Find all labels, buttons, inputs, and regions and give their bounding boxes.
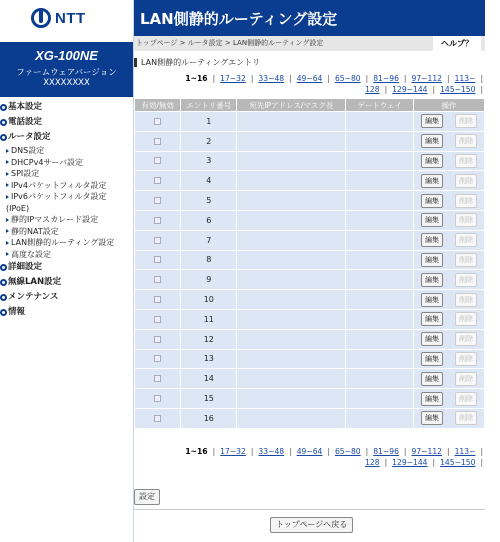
destination-cell bbox=[237, 369, 346, 389]
submenu-arrow-icon bbox=[6, 160, 9, 164]
destination-cell bbox=[237, 112, 346, 132]
pager-bottom bbox=[134, 446, 485, 468]
pager-link[interactable]: 113~ bbox=[454, 74, 476, 83]
section-title bbox=[134, 57, 260, 68]
action-cell bbox=[414, 171, 485, 191]
enable-checkbox[interactable] bbox=[154, 395, 161, 402]
pager-link[interactable]: 17~32 bbox=[220, 447, 246, 456]
table-row bbox=[135, 131, 485, 151]
action-cell bbox=[414, 250, 485, 270]
edit-button[interactable]: 編集 bbox=[421, 372, 443, 386]
gateway-cell bbox=[346, 408, 414, 428]
table-row bbox=[135, 329, 485, 349]
column-header: 有効/無効 bbox=[135, 99, 181, 112]
edit-button[interactable]: 編集 bbox=[421, 273, 443, 287]
menu-bullet-icon bbox=[0, 264, 7, 271]
destination-cell bbox=[237, 210, 346, 230]
gateway-cell bbox=[346, 349, 414, 369]
edit-button[interactable]: 編集 bbox=[421, 174, 443, 188]
menu-item-5[interactable] bbox=[0, 290, 133, 305]
menu-item-2[interactable] bbox=[0, 130, 133, 145]
enable-cell bbox=[135, 112, 181, 132]
action-cell bbox=[414, 112, 485, 132]
breadcrumb bbox=[134, 36, 485, 51]
enable-checkbox[interactable] bbox=[154, 375, 161, 382]
pager-separator: | bbox=[447, 74, 450, 83]
menu-item-label: 電話設定 bbox=[8, 117, 43, 127]
pager-separator: | bbox=[327, 74, 330, 83]
pager-row bbox=[134, 73, 485, 84]
destination-cell bbox=[237, 349, 346, 369]
pager-row bbox=[134, 84, 485, 95]
enable-cell bbox=[135, 151, 181, 171]
routing-table bbox=[134, 98, 485, 429]
entry-number: 6 bbox=[181, 210, 237, 230]
edit-button[interactable]: 編集 bbox=[421, 411, 443, 425]
submenu-item-label: (IPoE) bbox=[6, 203, 30, 213]
delete-button[interactable]: 削除 bbox=[455, 372, 477, 386]
pager-row bbox=[134, 457, 485, 468]
menu-item-6[interactable] bbox=[0, 305, 133, 320]
submenu-item-label: DNS設定 bbox=[11, 146, 45, 155]
edit-button[interactable]: 編集 bbox=[421, 194, 443, 208]
menu-bullet-icon bbox=[0, 294, 7, 301]
destination-cell bbox=[237, 191, 346, 211]
enable-checkbox[interactable] bbox=[154, 237, 161, 244]
submenu-arrow-icon bbox=[6, 149, 9, 153]
entry-number: 1 bbox=[181, 112, 237, 132]
delete-button[interactable]: 削除 bbox=[455, 114, 477, 128]
firmware-label: ファームウェアバージョン bbox=[16, 68, 117, 78]
logo-text: NTT bbox=[55, 9, 86, 27]
enable-checkbox[interactable] bbox=[154, 355, 161, 362]
table-header-row bbox=[135, 99, 485, 112]
menu-bullet-icon bbox=[0, 134, 7, 141]
delete-button[interactable]: 削除 bbox=[455, 154, 477, 168]
action-cell bbox=[414, 329, 485, 349]
gateway-cell bbox=[346, 151, 414, 171]
entry-number: 5 bbox=[181, 191, 237, 211]
table-body bbox=[135, 112, 485, 429]
pager-separator: | bbox=[480, 447, 483, 456]
gateway-cell bbox=[346, 389, 414, 409]
delete-button[interactable]: 削除 bbox=[455, 332, 477, 346]
submenu-item[interactable] bbox=[0, 203, 133, 215]
gateway-cell bbox=[346, 290, 414, 310]
pager-separator: | bbox=[250, 74, 254, 83]
delete-button[interactable]: 削除 bbox=[455, 134, 477, 148]
submenu-item[interactable] bbox=[0, 168, 133, 180]
edit-button[interactable]: 編集 bbox=[421, 154, 443, 168]
table-row bbox=[135, 309, 485, 329]
enable-cell bbox=[135, 250, 181, 270]
ntt-logo bbox=[31, 8, 86, 28]
entry-number: 11 bbox=[181, 309, 237, 329]
table-row bbox=[135, 369, 485, 389]
destination-cell bbox=[237, 270, 346, 290]
entry-number: 3 bbox=[181, 151, 237, 171]
pager-separator: | bbox=[384, 85, 388, 94]
menu-bullet-icon bbox=[0, 309, 7, 316]
pager-separator: | bbox=[250, 447, 254, 456]
table-row bbox=[135, 171, 485, 191]
destination-cell bbox=[237, 329, 346, 349]
delete-button[interactable]: 削除 bbox=[455, 411, 477, 425]
edit-button[interactable]: 編集 bbox=[421, 253, 443, 267]
pager-current: 1~16 bbox=[185, 74, 208, 83]
enable-cell bbox=[135, 309, 181, 329]
pager-link[interactable]: 33~48 bbox=[258, 447, 285, 456]
pager-link[interactable]: 128 bbox=[365, 85, 380, 94]
submenu-item[interactable] bbox=[0, 214, 133, 226]
pager-link[interactable]: 113~ bbox=[454, 447, 476, 456]
entry-number: 10 bbox=[181, 290, 237, 310]
submenu-arrow-icon bbox=[6, 172, 9, 176]
gateway-cell bbox=[346, 191, 414, 211]
ntt-logo-icon bbox=[31, 8, 51, 28]
gateway-cell bbox=[346, 329, 414, 349]
gateway-cell bbox=[346, 131, 414, 151]
edit-button[interactable]: 編集 bbox=[421, 114, 443, 128]
pager-link[interactable]: 65~80 bbox=[334, 74, 361, 83]
menu-item-label: 情報 bbox=[8, 307, 26, 317]
enable-cell bbox=[135, 329, 181, 349]
menu-item-label: 基本設定 bbox=[8, 102, 43, 112]
pager-separator: | bbox=[365, 447, 369, 456]
edit-button[interactable]: 編集 bbox=[421, 233, 443, 247]
edit-button[interactable]: 編集 bbox=[421, 352, 443, 366]
delete-button[interactable]: 削除 bbox=[455, 194, 477, 208]
breadcrumb-text: トップページ > ルータ設定 > LAN側静的ルーティング設定 bbox=[136, 39, 324, 47]
table-row bbox=[135, 250, 485, 270]
submenu-item[interactable] bbox=[0, 226, 133, 238]
enable-checkbox[interactable] bbox=[154, 118, 161, 125]
enable-checkbox[interactable] bbox=[154, 276, 161, 283]
gateway-cell bbox=[346, 210, 414, 230]
action-cell bbox=[414, 290, 485, 310]
enable-checkbox[interactable] bbox=[154, 157, 161, 164]
enable-checkbox[interactable] bbox=[154, 336, 161, 343]
pager-link[interactable]: 65~80 bbox=[334, 447, 361, 456]
delete-button[interactable]: 削除 bbox=[455, 273, 477, 287]
enable-cell bbox=[135, 389, 181, 409]
edit-button[interactable]: 編集 bbox=[421, 312, 443, 326]
submenu-arrow-icon bbox=[6, 218, 9, 222]
pager-separator: | bbox=[212, 447, 216, 456]
pager-link[interactable]: 145~150 bbox=[440, 85, 476, 94]
section-marker bbox=[134, 58, 137, 67]
page-title: LAN側静的ルーティング設定 bbox=[140, 10, 338, 28]
pager-link[interactable]: 17~32 bbox=[220, 74, 246, 83]
pager-link[interactable]: 128 bbox=[365, 458, 380, 467]
submenu-item[interactable] bbox=[0, 237, 133, 249]
pager-separator: | bbox=[212, 74, 216, 83]
model-name: XG-100NE bbox=[35, 48, 98, 63]
pager-separator: | bbox=[289, 447, 292, 456]
entry-number: 16 bbox=[181, 408, 237, 428]
table-row bbox=[135, 210, 485, 230]
action-cell bbox=[414, 191, 485, 211]
submenu-item-label: SPI設定 bbox=[11, 169, 40, 178]
submenu-item[interactable] bbox=[0, 145, 133, 157]
pager-separator: | bbox=[327, 447, 330, 456]
pager-separator: | bbox=[432, 85, 436, 94]
enable-cell bbox=[135, 210, 181, 230]
pager-separator: | bbox=[365, 74, 369, 83]
gateway-cell bbox=[346, 369, 414, 389]
side-menu bbox=[0, 100, 133, 320]
edit-button[interactable]: 編集 bbox=[421, 392, 443, 406]
destination-cell bbox=[237, 250, 346, 270]
delete-button[interactable]: 削除 bbox=[455, 174, 477, 188]
menu-item-label: ルータ設定 bbox=[8, 132, 51, 142]
delete-button[interactable]: 削除 bbox=[455, 233, 477, 247]
gateway-cell bbox=[346, 112, 414, 132]
enable-cell bbox=[135, 171, 181, 191]
menu-bullet-icon bbox=[0, 119, 7, 126]
action-cell bbox=[414, 151, 485, 171]
submenu-arrow-icon bbox=[6, 241, 9, 245]
enable-cell bbox=[135, 270, 181, 290]
table-row bbox=[135, 191, 485, 211]
submenu-item-label: 静的IPマスカレード設定 bbox=[11, 215, 99, 224]
table-row bbox=[135, 151, 485, 171]
entry-number: 15 bbox=[181, 389, 237, 409]
action-cell bbox=[414, 210, 485, 230]
enable-cell bbox=[135, 131, 181, 151]
destination-cell bbox=[237, 171, 346, 191]
submenu-arrow-icon bbox=[6, 229, 9, 233]
entry-number: 4 bbox=[181, 171, 237, 191]
gateway-cell bbox=[346, 171, 414, 191]
gateway-cell bbox=[346, 270, 414, 290]
column-header: ゲートウェイ bbox=[346, 99, 414, 112]
title-bar bbox=[134, 0, 485, 36]
enable-checkbox[interactable] bbox=[154, 177, 161, 184]
main-content bbox=[133, 0, 485, 542]
delete-button[interactable]: 削除 bbox=[455, 312, 477, 326]
menu-item-0[interactable] bbox=[0, 100, 133, 115]
enable-cell bbox=[135, 191, 181, 211]
pager-link[interactable]: 33~48 bbox=[258, 74, 285, 83]
delete-button[interactable]: 削除 bbox=[455, 293, 477, 307]
entry-number: 12 bbox=[181, 329, 237, 349]
destination-cell bbox=[237, 230, 346, 250]
menu-item-label: 詳細設定 bbox=[8, 262, 43, 272]
section-title-text: LAN側静的ルーティングエントリ bbox=[141, 58, 261, 67]
enable-checkbox[interactable] bbox=[154, 256, 161, 263]
entry-number: 8 bbox=[181, 250, 237, 270]
submenu-arrow-icon bbox=[6, 195, 9, 199]
menu-item-4[interactable] bbox=[0, 275, 133, 290]
entry-number: 2 bbox=[181, 131, 237, 151]
pager-link[interactable]: 49~64 bbox=[296, 74, 323, 83]
action-cell bbox=[414, 369, 485, 389]
destination-cell bbox=[237, 389, 346, 409]
action-cell bbox=[414, 230, 485, 250]
delete-button[interactable]: 削除 bbox=[455, 253, 477, 267]
help-link[interactable]: ヘルプ？ bbox=[433, 36, 481, 51]
enable-cell bbox=[135, 408, 181, 428]
pager-separator: | bbox=[480, 74, 483, 83]
action-cell bbox=[414, 309, 485, 329]
enable-cell bbox=[135, 349, 181, 369]
table-row bbox=[135, 408, 485, 428]
enable-checkbox[interactable] bbox=[154, 296, 161, 303]
menu-item-label: 無線LAN設定 bbox=[8, 277, 62, 287]
entry-number: 7 bbox=[181, 230, 237, 250]
entry-number: 13 bbox=[181, 349, 237, 369]
gateway-cell bbox=[346, 309, 414, 329]
entry-number: 9 bbox=[181, 270, 237, 290]
edit-button[interactable]: 編集 bbox=[421, 332, 443, 346]
pager-separator: | bbox=[432, 458, 436, 467]
enable-cell bbox=[135, 369, 181, 389]
pager-link[interactable]: 97~112 bbox=[411, 447, 443, 456]
pager-link[interactable]: 129~144 bbox=[392, 458, 428, 467]
submenu-arrow-icon bbox=[6, 183, 9, 187]
action-cell bbox=[414, 389, 485, 409]
back-to-top-button[interactable]: トップページへ戻る bbox=[270, 517, 353, 533]
gateway-cell bbox=[346, 230, 414, 250]
table-row bbox=[135, 349, 485, 369]
edit-button[interactable]: 編集 bbox=[421, 134, 443, 148]
enable-checkbox[interactable] bbox=[154, 415, 161, 422]
menu-bullet-icon bbox=[0, 279, 7, 286]
column-header: 宛先IPアドレス/マスク長 bbox=[237, 99, 346, 112]
enable-checkbox[interactable] bbox=[154, 217, 161, 224]
edit-button[interactable]: 編集 bbox=[421, 293, 443, 307]
sidebar bbox=[0, 0, 133, 542]
menu-bullet-icon bbox=[0, 104, 7, 111]
firmware-version: XXXXXXXX bbox=[43, 78, 90, 88]
submenu-item-label: LAN側静的ルーティング設定 bbox=[11, 238, 115, 247]
enable-checkbox[interactable] bbox=[154, 138, 161, 145]
destination-cell bbox=[237, 131, 346, 151]
menu-item-1[interactable] bbox=[0, 115, 133, 130]
delete-button[interactable]: 削除 bbox=[455, 392, 477, 406]
settings-button[interactable]: 設定 bbox=[134, 489, 160, 505]
submenu-item-label: 高度な設定 bbox=[11, 249, 51, 259]
destination-cell bbox=[237, 290, 346, 310]
submenu-item[interactable] bbox=[0, 249, 133, 261]
action-cell bbox=[414, 349, 485, 369]
pager-current: 1~16 bbox=[185, 447, 208, 456]
pager-separator: | bbox=[480, 458, 483, 467]
table-row bbox=[135, 290, 485, 310]
pager-separator: | bbox=[403, 447, 407, 456]
menu-item-3[interactable] bbox=[0, 260, 133, 275]
submenu-item-label: IPv6パケットフィルタ設定 bbox=[11, 192, 107, 201]
submenu-item[interactable] bbox=[0, 191, 133, 203]
destination-cell bbox=[237, 408, 346, 428]
pager-separator: | bbox=[289, 74, 292, 83]
edit-button[interactable]: 編集 bbox=[421, 213, 443, 227]
destination-cell bbox=[237, 151, 346, 171]
pager-link[interactable]: 97~112 bbox=[411, 74, 443, 83]
enable-cell bbox=[135, 290, 181, 310]
divider bbox=[134, 509, 485, 510]
pager-link[interactable]: 81~96 bbox=[373, 74, 399, 83]
submenu-item[interactable] bbox=[0, 180, 133, 192]
submenu-item[interactable] bbox=[0, 157, 133, 169]
pager-separator: | bbox=[384, 458, 388, 467]
entry-number: 14 bbox=[181, 369, 237, 389]
pager-separator: | bbox=[403, 74, 407, 83]
table-row bbox=[135, 270, 485, 290]
destination-cell bbox=[237, 309, 346, 329]
pager-link[interactable]: 145~150 bbox=[440, 458, 476, 467]
action-cell bbox=[414, 270, 485, 290]
pager-separator: | bbox=[447, 447, 450, 456]
submenu-item-label: DHCPv4サーバ設定 bbox=[11, 157, 84, 167]
column-header: 操作 bbox=[414, 99, 485, 112]
enable-cell bbox=[135, 230, 181, 250]
pager-link[interactable]: 81~96 bbox=[373, 447, 399, 456]
action-cell bbox=[414, 408, 485, 428]
delete-button[interactable]: 削除 bbox=[455, 213, 477, 227]
action-cell bbox=[414, 131, 485, 151]
pager-separator: | bbox=[480, 85, 483, 94]
table-row bbox=[135, 230, 485, 250]
table-row bbox=[135, 389, 485, 409]
pager-link[interactable]: 129~144 bbox=[392, 85, 428, 94]
device-info-box bbox=[0, 42, 133, 97]
delete-button[interactable]: 削除 bbox=[455, 352, 477, 366]
table-row bbox=[135, 112, 485, 132]
enable-checkbox[interactable] bbox=[154, 197, 161, 204]
submenu-item-label: IPv4パケットフィルタ設定 bbox=[11, 180, 107, 190]
enable-checkbox[interactable] bbox=[154, 316, 161, 323]
pager-top bbox=[134, 73, 485, 95]
submenu-arrow-icon bbox=[6, 252, 9, 256]
pager-row bbox=[134, 446, 485, 457]
menu-item-label: メンテナンス bbox=[8, 292, 59, 302]
column-header: エントリ番号 bbox=[181, 99, 237, 112]
submenu-item-label: 静的NAT設定 bbox=[11, 226, 59, 236]
gateway-cell bbox=[346, 250, 414, 270]
pager-link[interactable]: 49~64 bbox=[296, 447, 323, 456]
